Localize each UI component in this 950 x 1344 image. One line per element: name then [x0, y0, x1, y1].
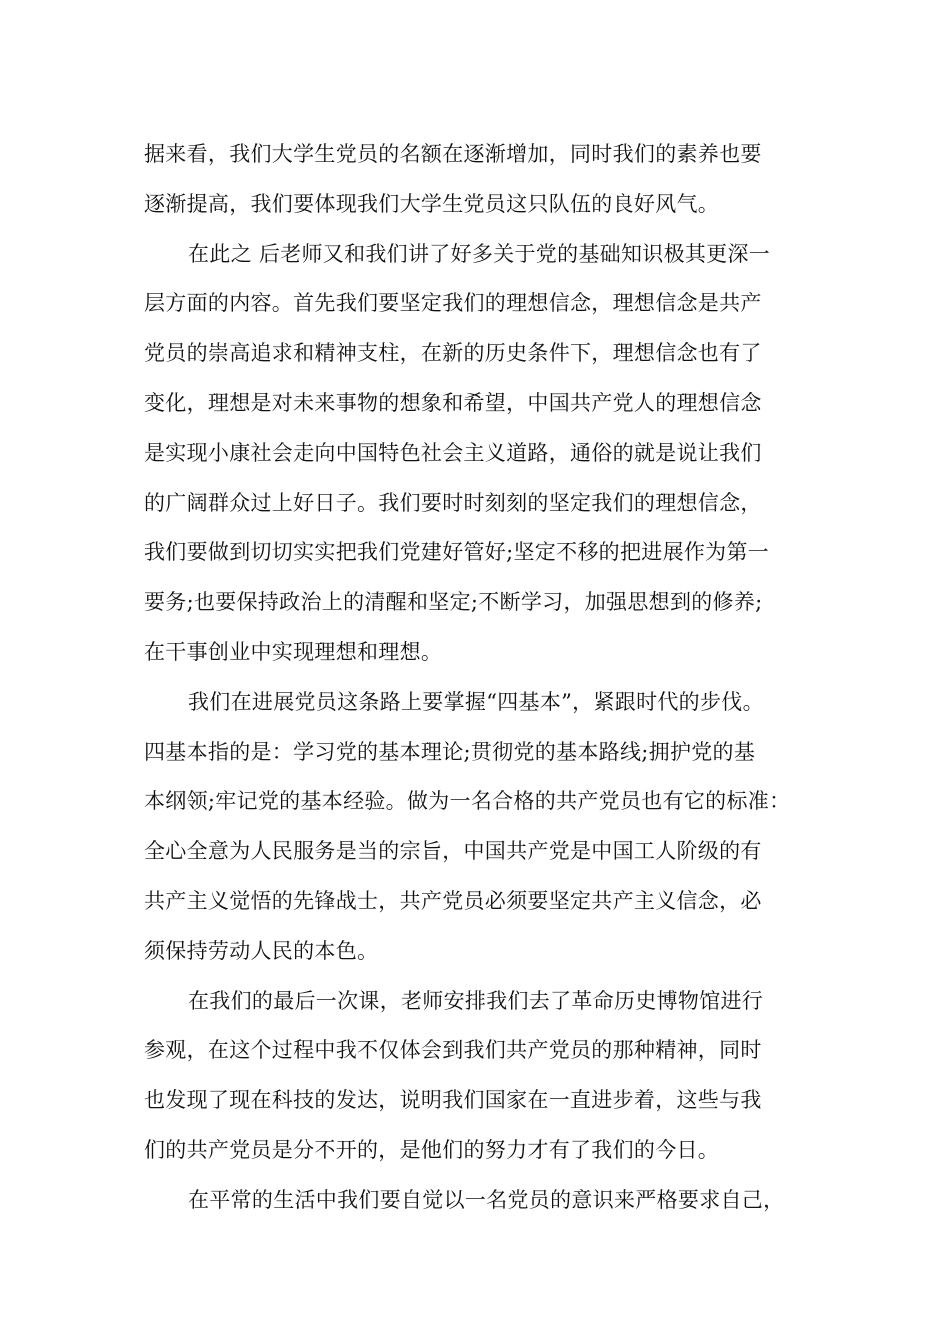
text-line: 在此之 后老师又和我们讲了好多关于党的基础知识极其更深一	[188, 241, 771, 266]
text-line: 也发现了现在科技的发达，说明我们国家在一直进步着，这些与我	[144, 1088, 762, 1113]
text-line: 在我们的最后一次课，老师安排我们去了革命历史博物馆进行	[188, 988, 764, 1013]
text-line: 在干事创业中实现理想和理想。	[144, 639, 443, 664]
text-line: 本纲领;牢记党的基本经验。做为一名合格的共产党员也有它的标准：	[144, 789, 791, 814]
text-line: 据来看，我们大学生党员的名额在逐渐增加，同时我们的素养也要	[144, 142, 762, 166]
text-line: 全心全意为人民服务是当的宗旨，中国共产党是中国工人阶级的有	[144, 839, 762, 864]
text-line: 在平常的生活中我们要自觉以一名党员的意识来严格要求自己，	[188, 1187, 785, 1212]
text-line: 逐渐提高，我们要体现我们大学生党员这只队伍的良好风气。	[144, 191, 720, 216]
text-line: 四基本指的是：学习党的基本理论;贯彻党的基本路线;拥护党的基	[144, 739, 756, 764]
text-line: 须保持劳动人民的本色。	[144, 938, 379, 963]
text-line: 变化，理想是对未来事物的想象和希望，中国共产党人的理想信念	[144, 390, 762, 415]
body-text	[144, 130, 824, 1226]
text-line: 党员的崇高追求和精神支柱，在新的历史条件下，理想信念也有了	[144, 341, 762, 366]
text-line: 们的共产党员是分不开的，是他们的努力才有了我们的今日。	[144, 1137, 720, 1162]
text-line: 共产主义觉悟的先锋战士，共产党员必须要坚定共产主义信念，必	[144, 888, 762, 913]
text-line: 要务;也要保持政治上的清醒和坚定;不断学习，加强思想到的修养;	[144, 590, 763, 615]
text-line: 是实现小康社会走向中国特色社会主义道路，通俗的就是说让我们	[144, 440, 762, 465]
text-line: 层方面的内容。首先我们要坚定我们的理想信念，理想信念是共产	[144, 291, 762, 316]
text-line: 参观，在这个过程中我不仅体会到我们共产党员的那种精神，同时	[144, 1038, 762, 1063]
text-line: 的广阔群众过上好日子。我们要时时刻刻的坚定我们的理想信念，	[144, 490, 762, 515]
text-line: 我们要做到切切实实把我们党建好管好;坚定不移的把进展作为第一	[144, 540, 770, 565]
text-line: 我们在进展党员这条路上要掌握“四基本”，紧跟时代的步伐。	[188, 689, 764, 714]
